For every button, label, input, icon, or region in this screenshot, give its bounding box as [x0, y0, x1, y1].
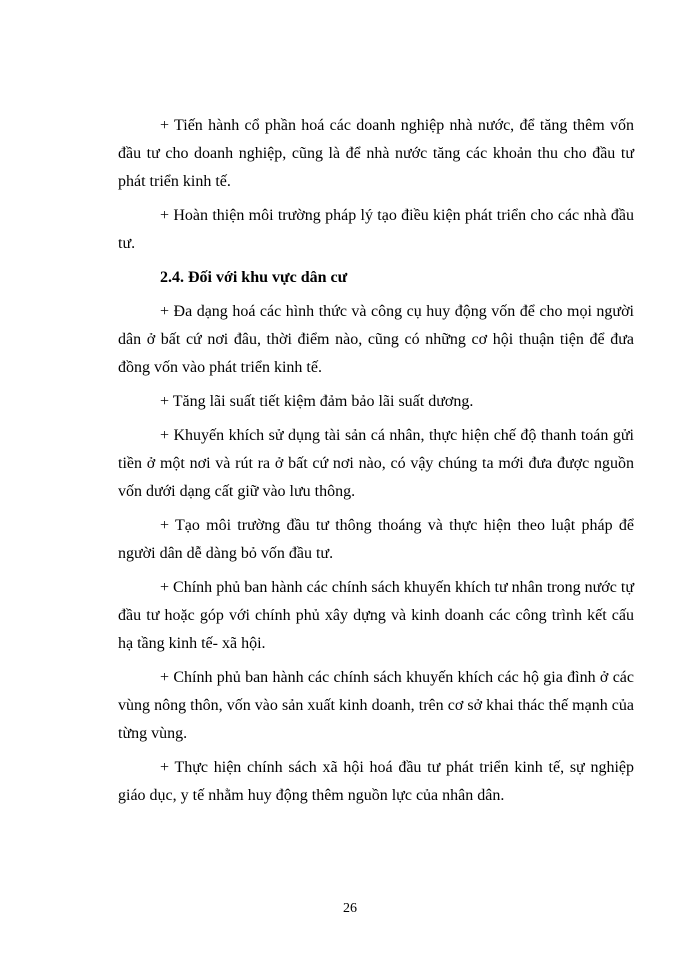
- page-number: 26: [343, 901, 357, 916]
- paragraph-interest-rate: + Tăng lãi suất tiết kiệm đảm bảo lãi suất dương.: [160, 393, 474, 410]
- section-heading: 2.4. Đối với khu vực dân cư: [160, 269, 348, 286]
- paragraph-investment-environment: + Tạo môi trường đầu tư thông thoáng và thực hiện theo luật pháp để người dân dễ dàng bỏ vốn đầu tư.: [118, 517, 634, 562]
- paragraph-personal-assets: + Khuyến khích sử dụng tài sản cá nhân, thực hiện chế độ thanh toán gửi tiền ở một nơi và rút ra ở bất cứ nơi nào, có vậy chúng ta mới đưa được nguồn vốn dưới dạng cất giữ vào lưu thông.: [118, 427, 634, 500]
- paragraph-diversify-instruments: + Đa dạng hoá các hình thức và công cụ huy động vốn để cho mọi người dân ở bất cứ nơi đâu, thời điểm nào, cũng có những cơ hội thuận tiện để đưa đồng vốn vào phát triển kinh tế.: [118, 303, 634, 376]
- paragraph-socialization: + Thực hiện chính sách xã hội hoá đầu tư phát triển kinh tế, sự nghiệp giáo dục, y tế nhằm huy động thêm nguồn lực của nhân dân.: [118, 759, 634, 804]
- paragraph-equitization: + Tiến hành cổ phần hoá các doanh nghiệp nhà nước, để tăng thêm vốn đầu tư cho doanh nghiệp, cũng là để nhà nước tăng các khoản thu cho đầu tư phát triển kinh tế.: [118, 117, 634, 190]
- paragraph-legal-environment: + Hoàn thiện môi trường pháp lý tạo điều kiện phát triển cho các nhà đầu tư.: [118, 207, 634, 252]
- paragraph-private-investment: + Chính phủ ban hành các chính sách khuyến khích tư nhân trong nước tự đầu tư hoặc góp với chính phủ xây dựng và kinh doanh các công trình kết cấu hạ tầng kinh tế- xã hội.: [118, 579, 634, 652]
- paragraph-rural-households: + Chính phủ ban hành các chính sách khuyến khích các hộ gia đình ở các vùng nông thôn, vốn vào sản xuất kinh doanh, trên cơ sở khai thác thế mạnh của từng vùng.: [118, 669, 634, 742]
- body-text: [118, 112, 634, 816]
